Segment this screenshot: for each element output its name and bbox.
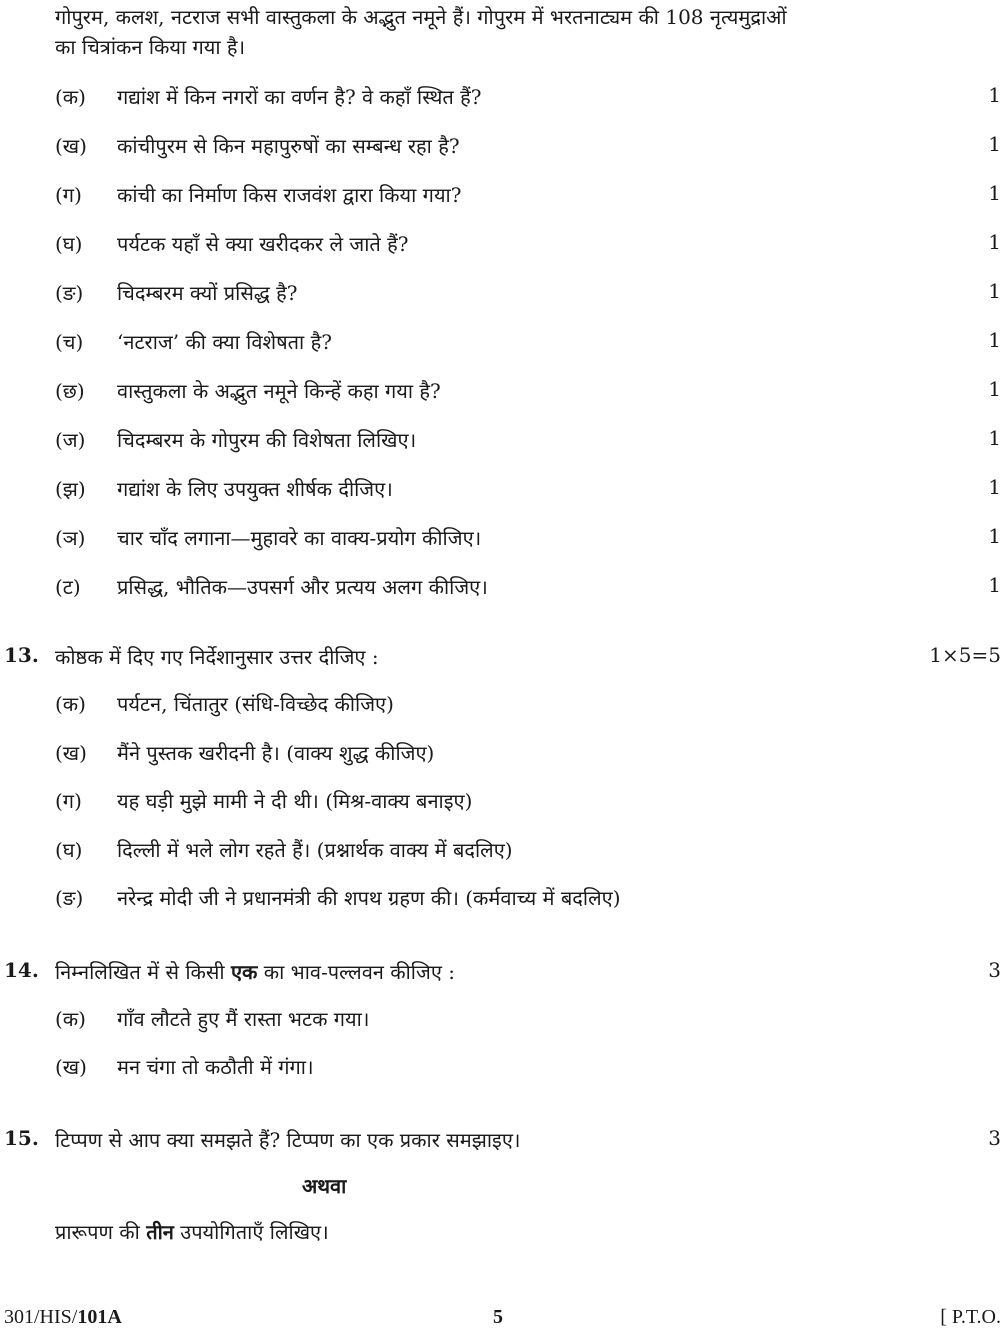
q12-item-label: (छ) [55, 379, 85, 403]
q12-item-label: (झ) [55, 477, 86, 501]
q12-item-text: कांची का निर्माण किस राजवंश द्वारा किया गया? [117, 183, 462, 207]
q14-number: 14. [4, 958, 39, 982]
q13-item-label: (ख) [55, 740, 87, 765]
q12-item-label: (ङ) [55, 281, 84, 305]
q12-item-marks: 1 [988, 377, 1001, 401]
q14-text-bold: एक [230, 960, 258, 984]
q12-item-text: चार चाँद लगाना—मुहावरे का वाक्य-प्रयोग कीजिए। [117, 526, 482, 550]
q13-item-text: यह घड़ी मुझे मामी ने दी थी। (मिश्र-वाक्य बनाइए) [117, 789, 473, 813]
q13-marks: 1×5=5 [929, 643, 1001, 667]
q14-text [55, 958, 455, 985]
q12-item-label: (ञ) [55, 526, 86, 550]
q13-item-text: दिल्ली में भले लोग रहते हैं। (प्रश्नार्थक वाक्य में बदलिए) [117, 837, 513, 862]
q13-item-text: मैंने पुस्तक खरीदनी है। (वाक्य शुद्ध कीजिए) [117, 740, 435, 765]
q14-item-text: गाँव लौटते हुए मैं रास्ता भटक गया। [117, 1007, 370, 1031]
q13-item-label: (ग) [55, 789, 82, 813]
q13-item-label: (घ) [55, 837, 83, 862]
q15-number: 15. [4, 1126, 39, 1150]
q12-item-marks: 1 [988, 83, 1001, 107]
q14-text-after: का भाव-पल्लवन कीजिए : [257, 960, 455, 984]
q12-item-label: (च) [55, 330, 84, 354]
q12-item-text: ‘नटराज’ की क्या विशेषता है? [117, 330, 332, 354]
q15-alt-before: प्रारूपण की [55, 1220, 147, 1244]
q12-item-text: पर्यटक यहाँ से क्या खरीदकर ले जाते हैं? [117, 232, 409, 256]
q12-item-marks: 1 [988, 328, 1001, 352]
q12-item-marks: 1 [988, 426, 1001, 450]
q12-item-text: चिदम्बरम क्यों प्रसिद्ध है? [117, 281, 298, 305]
passage-line-1: गोपुरम, कलश, नटराज सभी वास्तुकला के अद्भुत नमूने हैं। गोपुरम में भरतनाट्यम की 108 नृत्यमुद्राओं [55, 5, 787, 29]
q14-item-label: (ख) [55, 1055, 87, 1079]
q12-item-marks: 1 [988, 524, 1001, 548]
q12-item-marks: 1 [988, 230, 1001, 254]
q13-item-text: पर्यटन, चिंतातुर (संधि-विच्छेद कीजिए) [117, 692, 394, 716]
q13-text: कोष्ठक में दिए गए निर्देशानुसार उत्तर दीजिए : [55, 645, 379, 669]
q12-item-label: (क) [55, 85, 86, 109]
q12-item-marks: 1 [988, 475, 1001, 499]
footer-code [4, 1306, 122, 1329]
q13-item-text: नरेन्द्र मोदी जी ने प्रधानमंत्री की शपथ ग्रहण की। (कर्मवाच्य में बदलिए) [117, 886, 621, 910]
passage-line-2: का चित्रांकन किया गया है। [55, 35, 246, 59]
q12-item-marks: 1 [988, 132, 1001, 156]
q15-text: टिप्पण से आप क्या समझते हैं? टिप्पण का एक प्रकार समझाइए। [55, 1128, 521, 1152]
q12-item-marks: 1 [988, 573, 1001, 597]
q13-number: 13. [4, 643, 39, 667]
q12-item-label: (घ) [55, 232, 83, 256]
q12-item-label: (ट) [55, 575, 81, 599]
q12-item-text: प्रसिद्ध, भौतिक—उपसर्ग और प्रत्यय अलग कीजिए। [117, 575, 488, 599]
q12-item-marks: 1 [988, 181, 1001, 205]
q13-item-label: (क) [55, 692, 86, 716]
q12-item-marks: 1 [988, 279, 1001, 303]
q15-marks: 3 [988, 1126, 1001, 1150]
q15-or: अथवा [302, 1174, 347, 1198]
q15-alternative [55, 1218, 329, 1245]
q14-text-before: निम्नलिखित में से किसी [55, 960, 231, 984]
q14-marks: 3 [988, 958, 1001, 982]
q12-item-label: (ख) [55, 134, 87, 158]
pto: [ P.T.O. [940, 1306, 1001, 1328]
footer-code-bold: 101A [77, 1306, 122, 1328]
q14-item-label: (क) [55, 1007, 86, 1031]
q13-item-label: (ङ) [55, 886, 84, 910]
q14-item-text: मन चंगा तो कठौती में गंगा। [117, 1055, 314, 1079]
q12-item-text: गद्यांश के लिए उपयुक्त शीर्षक दीजिए। [117, 477, 393, 501]
q12-item-label: (ज) [55, 428, 86, 452]
q15-alt-bold: तीन [146, 1220, 174, 1244]
q12-item-text: कांचीपुरम से किन महापुरुषों का सम्बन्ध रहा है? [117, 134, 460, 158]
footer-code-prefix: 301/HIS/ [4, 1306, 78, 1328]
q12-item-text: वास्तुकला के अद्भुत नमूने किन्हें कहा गया है? [117, 379, 441, 403]
q15-alt-after: उपयोगिताएँ लिखिए। [173, 1220, 329, 1244]
q12-item-label: (ग) [55, 183, 82, 207]
q12-item-text: गद्यांश में किन नगरों का वर्णन है? वे कहाँ स्थित हैं? [117, 85, 482, 109]
q12-item-text: चिदम्बरम के गोपुरम की विशेषता लिखिए। [117, 428, 417, 452]
page-number: 5 [493, 1306, 503, 1328]
